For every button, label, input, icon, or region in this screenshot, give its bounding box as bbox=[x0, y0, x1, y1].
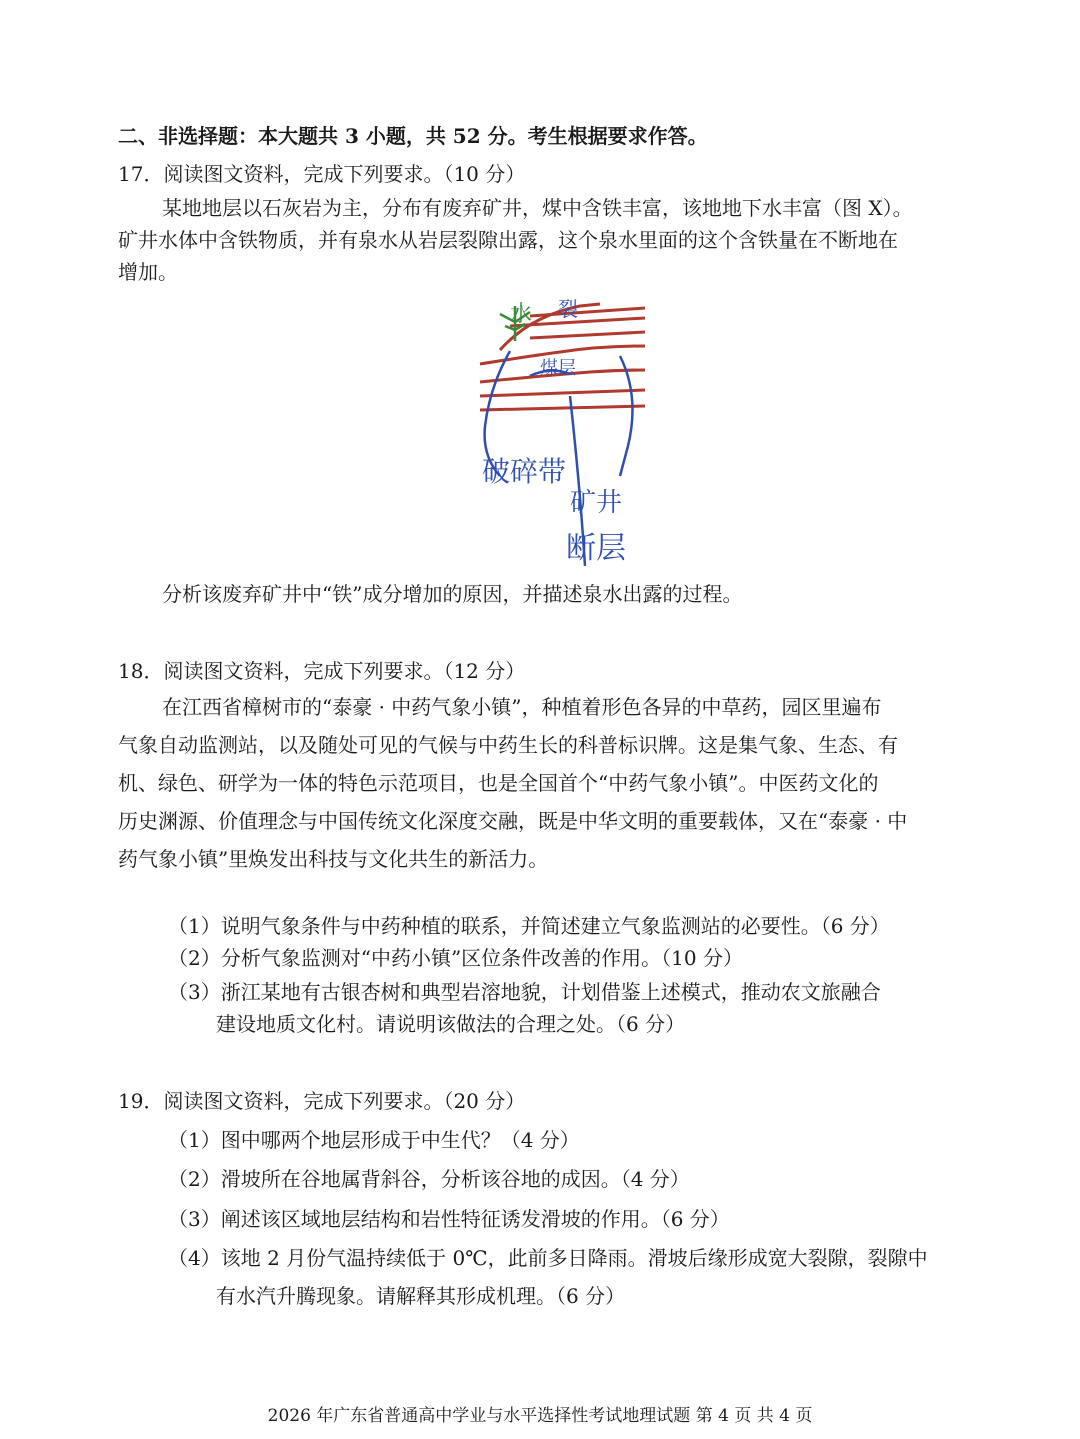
sketch-label-crack: 裂 bbox=[558, 297, 578, 321]
q18-para-line: 药气象小镇”里焕发出科技与文化共生的新活力。 bbox=[118, 847, 549, 871]
q18-item-3-cont: 建设地质文化村。请说明该做法的合理之处。（6 分） bbox=[216, 1012, 686, 1036]
section-heading: 二、非选择题：本大题共 3 小题，共 52 分。考生根据要求作答。 bbox=[118, 124, 708, 148]
q19-item-4: （4）该地 2 月份气温持续低于 0℃，此前多日降雨。滑坡后缘形成宽大裂隙，裂隙中 bbox=[168, 1246, 928, 1270]
q17-para-line: 某地地层以石灰岩为主，分布有废弃矿井，煤中含铁丰富，该地地下水丰富（图 X）。 bbox=[162, 196, 913, 220]
sketch-label-mine: 矿井 bbox=[570, 488, 623, 518]
q18-item-1: （1）说明气象条件与中药种植的联系，并简述建立气象监测站的必要性。（6 分） bbox=[168, 914, 890, 938]
q18-para-line: 历史渊源、价值理念与中国传统文化深度交融，既是中华文明的重要载体，又在“泰豪 · 中 bbox=[118, 809, 908, 833]
q17-para-line: 矿井水体中含铁物质，并有泉水从岩层裂隙出露，这个泉水里面的这个含铁量在不断地在 bbox=[118, 228, 898, 252]
q18-para-line: 气象自动监测站，以及随处可见的气候与中药生长的科普标识牌。这是集气象、生态、有 bbox=[118, 733, 898, 757]
q19-item-2: （2）滑坡所在谷地属背斜谷，分析该谷地的成因。（4 分） bbox=[168, 1167, 690, 1191]
q18-para-line: 机、绿色、研学为一体的特色示范项目，也是全国首个“中药气象小镇”。中医药文化的 bbox=[118, 771, 879, 795]
sketch-label-coal: 煤层 bbox=[540, 358, 576, 379]
sketch-label-broken-zone: 破碎带 bbox=[482, 455, 567, 488]
q17-question: 分析该废弃矿井中“铁”成分增加的原因，并描述泉水出露的过程。 bbox=[162, 582, 743, 606]
q18-item-2: （2）分析气象监测对“中药小镇”区位条件改善的作用。（10 分） bbox=[168, 946, 743, 970]
q19-title: 19．阅读图文资料，完成下列要求。（20 分） bbox=[118, 1089, 526, 1113]
page-footer: 2026 年广东省普通高中学业与水平选择性考试地理试题 第 4 页 共 4 页 bbox=[267, 1406, 813, 1426]
q17-title: 17．阅读图文资料，完成下列要求。（10 分） bbox=[118, 162, 526, 186]
hand-drawn-sketch-figure bbox=[470, 286, 650, 576]
q19-item-4-cont: 有水汽升腾现象。请解释其形成机理。（6 分） bbox=[216, 1284, 626, 1308]
q18-item-3: （3）浙江某地有古银杏树和典型岩溶地貌，计划借鉴上述模式，推动农文旅融合 bbox=[168, 980, 881, 1004]
q17-para-line: 增加。 bbox=[118, 260, 178, 284]
q19-item-1: （1）图中哪两个地层形成于中生代？（4 分） bbox=[168, 1128, 580, 1152]
sketch-label-water: 水 bbox=[510, 302, 533, 327]
q19-item-3: （3）阐述该区域地层结构和岩性特征诱发滑坡的作用。（6 分） bbox=[168, 1207, 730, 1231]
sketch-label-fault: 断层 bbox=[566, 531, 626, 566]
q18-para-line: 在江西省樟树市的“泰豪 · 中药气象小镇”，种植着形色各异的中草药，园区里遍布 bbox=[162, 695, 882, 719]
q18-title: 18．阅读图文资料，完成下列要求。（12 分） bbox=[118, 659, 526, 683]
